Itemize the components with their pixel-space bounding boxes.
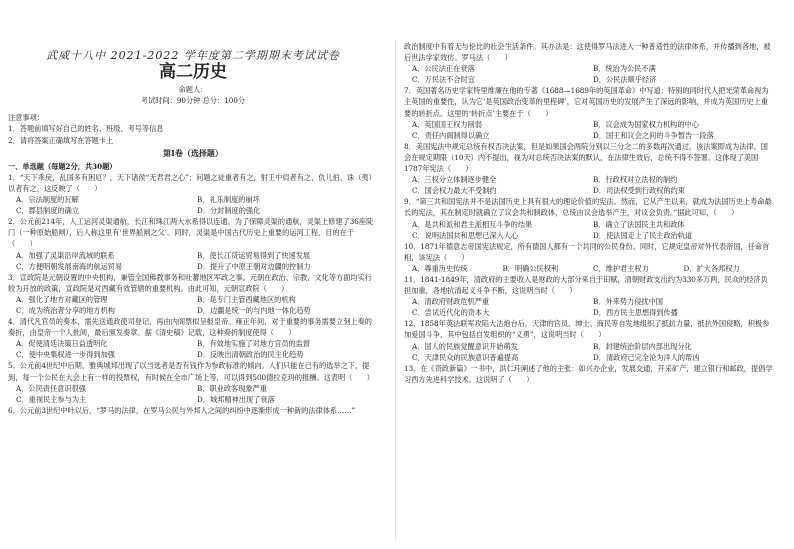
option-row	[404, 307, 774, 318]
notice-item: 2．请将答案正确填写在答题卡上	[8, 135, 114, 145]
option-row	[404, 74, 774, 85]
option: C．重视民主参与为主	[16, 394, 87, 404]
section1-title: 一、单选题（每题2分，共30题）	[8, 161, 117, 171]
option: D．西方民主思想得到传播	[593, 308, 678, 318]
option-row	[8, 205, 378, 216]
question-stem: 10．1871年德意志帝国宪法规定，所有德国人都有一个共同的公民身份。同时，它规定皇帝对外代表帝国，任命首相，该宪法（ ）	[404, 241, 770, 262]
question-stem: 13．在《资政新篇》一书中，洪仁玕阐述了他的主张：如兴办企业，发展交通，开采矿产，建立银行和邮政，提倡学习西方先进科学技术。这说明了（ ）	[404, 363, 773, 384]
option: D．使法国走上了民主政治轨道	[593, 230, 693, 240]
subject-title: 高二历史	[159, 62, 227, 83]
option: A．宗法制度的瓦解	[16, 195, 79, 205]
option: C．方便明朝发展南海的航运贸易	[16, 261, 123, 271]
option: A．强化了地方对藏区的管理	[16, 294, 108, 304]
option-row	[404, 63, 774, 74]
option-row	[8, 294, 378, 305]
question-stem: 4．清代凡官员的奏本，需先送通政使司登记，再由内阁票拟呈报皇帝。雍正年间，对于重要的事务需要立刻上奏的奏折，由皇帝一个人批阅，最后颁发奏章。据《清史稿》记载，这种奏折制度使得（ ）	[8, 317, 372, 338]
time-score: 考试时间：90分钟 总分：100分	[140, 96, 246, 106]
option: A．清政府财政危机严重	[412, 297, 490, 307]
option: B．是专门主管西藏地区的机构	[197, 294, 296, 304]
question	[8, 216, 378, 271]
question	[8, 316, 378, 360]
option: C．天津民众的民族意识普遍提高	[412, 352, 519, 362]
question	[8, 405, 378, 416]
option: B．行政权对立法权的制约	[593, 175, 678, 185]
notice-title: 注意事项：	[8, 113, 44, 123]
question-stem: 12．1858年英法联军攻陷大沽炮台后，天津的官员、绅士、商民等自发地组织了抵抗力量，抵抗外国侵略，积极参加爱国斗争，其中包括自发组织的“义勇”，这说明当时（ ）	[404, 319, 770, 340]
option: D．国王和议会之间的斗争暂告一段落	[593, 130, 714, 140]
question-stem: 9．“第三共和国宪法并不是法国历史上具有很大的理论价值的宪法。然而，它从产生以来，就成为法国历史上寿命最长的宪法，其在制定时就确立了议会共和制政体，总统由议会选举产生，对议会负责。”据此可知，（ ）	[404, 197, 772, 218]
option: B．确立了法国民主共和政体	[593, 219, 685, 229]
option: D．城邦精神出现了衰落	[197, 394, 275, 404]
option-row	[404, 296, 774, 307]
option: D．清政府已完全沦为洋人的帮凶	[593, 352, 700, 362]
option-row	[404, 352, 774, 363]
column-divider	[395, 40, 396, 540]
option-row	[404, 185, 774, 196]
option-row	[404, 230, 774, 241]
author-label: 命题人：	[178, 85, 208, 95]
option: A．公民法正在衰落	[412, 64, 475, 74]
option-row	[8, 383, 378, 394]
question	[8, 272, 378, 316]
question	[404, 196, 774, 240]
option: A．英国国王权力削弱	[412, 119, 482, 129]
option: A．促使清廷决策日益透明化	[16, 339, 108, 349]
option-row	[404, 263, 774, 274]
option: B．议会成为国家权力机构的中心	[593, 119, 699, 129]
option: A．加强了灵渠沿岸流域的联系	[16, 250, 115, 260]
question	[404, 363, 774, 385]
option: C．使中央集权进一步得到加强	[16, 350, 115, 360]
option: C．责任内阁制得以确立	[412, 130, 490, 140]
option: D．反映出清朝政治的民主化趋势	[197, 350, 304, 360]
option: D．提升了中原王朝对边疆的控制力	[197, 261, 311, 271]
notice-item: 1．答题前填写好自己的姓名、班级、考号等信息	[8, 124, 164, 134]
option-row	[404, 219, 774, 230]
option: B．统治为公民不满	[593, 64, 656, 74]
option-row	[8, 338, 378, 349]
option: A．国人的民族觉醒意识开始萌发	[412, 341, 518, 351]
option: A．是共和派和君主派相互斗争的结果	[412, 219, 533, 229]
question-stem: 1．“天下乖戾，乱国多有困厄？，天下诸侯“无君君之心”；问题之徒重者有之，射王中肩者有之，仇儿伯、诛（夷）以者有之，这反映了（ ）	[8, 172, 376, 193]
option: B．礼乐制度的崩坏	[197, 195, 260, 205]
question	[404, 85, 774, 140]
option: C．万民法不合时宜	[412, 75, 476, 85]
option: A．尊重历史传统	[412, 263, 468, 273]
option: D．扩大各邦权力	[683, 263, 740, 273]
option: D．分封制度的强化	[197, 206, 261, 216]
question	[404, 318, 774, 362]
option-row	[8, 305, 378, 316]
option: C．成为统治者分享的地方机构	[16, 305, 115, 315]
question-stem: 7．英国著名历史学家特里维廉在他的专著《1688—1689年的英国革命》中写道：特别的同时代人把光荣革命视为主英国的重要性，认为它‘是英国政治变革的里程碑’，它对英国历史的发展产生了深远的影响，并成为英国历史上重要的转折点。这里的‘转折点’主要在于（ ）	[404, 86, 769, 118]
option: C．郡县制度的确立	[16, 206, 80, 216]
option: D．司法权受到行政权的约束	[593, 186, 686, 196]
option-row	[404, 119, 774, 130]
option-row	[404, 341, 774, 352]
option-row	[8, 250, 378, 261]
option: B．使长江货运贸易得到了快速发展	[197, 250, 311, 260]
question	[404, 274, 774, 318]
question-stem: 政治制度中有着无与伦比的社会生活条件。其办法是：这使得罗马法进入一种普适性的法律体系，并传播到各地，被后世法学家效仿。罗马法（ ）	[404, 42, 771, 63]
option-row	[8, 394, 378, 405]
option: C．说明法国共和思想已深入人心	[412, 230, 519, 240]
option: C．维护君主权力	[593, 263, 649, 273]
option: A．三权分立体制逐步健全	[412, 175, 497, 185]
option: B．职业政客现象严重	[197, 383, 267, 393]
question-stem: 6．公元前3世纪中叶以后，“罗马的法律，在罗马公民与外邦人之间的纠纷中逐渐形成一种新的法律体系……”	[8, 405, 356, 415]
option: A．公民责任意识很强	[16, 383, 86, 393]
question-stem: 11．1841-1849年，清政府的主要收入是财政的大部分来自于田赋，清朝财政支出约为330多万两，民众的经济负担加重，各地抗清起义斗争不断，这说明当时（ ）	[404, 274, 768, 296]
question	[404, 241, 774, 274]
option-row	[404, 130, 774, 141]
question	[8, 360, 378, 404]
option: B．有效地实施了对地方官员的监督	[197, 339, 311, 349]
question-stem: 8．美国宪法中规定总统有权否决法案，但是如果国会两院分别以三分之二的多数再次通过，该法案即成为法律。国会在规定期限（10天）内不提出，视为对总统否决法案的默认，在法律生效后，总统不得不签署。这体现了美国1787年宪法（ ）	[404, 141, 768, 174]
question-stem: 5．公元前4世纪中后期，雅典城邦出现了以当选者是否有钱作为参政标准的倾向。人们只能在已有的选举之下，提到，每一个公民在大会上有一样的投票权，有时候在全市广场上等，可以得到500德拉克玛的报酬。这表明（ ）	[8, 361, 374, 382]
question	[404, 41, 774, 85]
option: D．边疆是统一的与内地一体化趋势	[197, 305, 311, 315]
part1-title: 第Ⅰ卷（选择题）	[163, 147, 223, 158]
option-row	[8, 349, 378, 360]
left-column	[8, 40, 378, 540]
option-row	[404, 174, 774, 185]
option-row	[8, 261, 378, 272]
question	[8, 172, 378, 216]
right-column	[404, 41, 774, 541]
option: B．明确公民权利	[502, 263, 559, 273]
question-stem: 2．公元前214年，人工运河灵渠通航，长江和珠江两大水系得以连通。为了保障灵渠的通航，灵渠上修建了36座陡门（一种原始船闸），后人称这里有‘世界船闸之父’。同时，灵渠是中国古代历史上重要的运河工程，目的在于（ ）	[8, 217, 374, 249]
option: D．公民法顺乎经济	[593, 75, 657, 85]
exam-title: 武威十八中 2021-2022 学年度第二学期期末考试试卷	[46, 49, 340, 62]
option: C．尝试近代化的资本大	[412, 308, 490, 318]
question-stem: 3．宣政院是元朝设置的中央机构，兼管全国佛教事务和吐蕃地区军政之事。元朝在政治、宗教、文化等方面均实行较为开放的政策，宣政院是对西藏有效管辖的重要机构。由此可知，元朝宣政院（ ）	[8, 272, 372, 293]
option: B．封建统治阶层内部出现分化	[593, 341, 692, 351]
option-row	[8, 194, 378, 205]
question	[404, 141, 774, 196]
option: C．国会权力最大不受制约	[412, 186, 497, 196]
option: B．外来势力侵扰中国	[593, 297, 663, 307]
